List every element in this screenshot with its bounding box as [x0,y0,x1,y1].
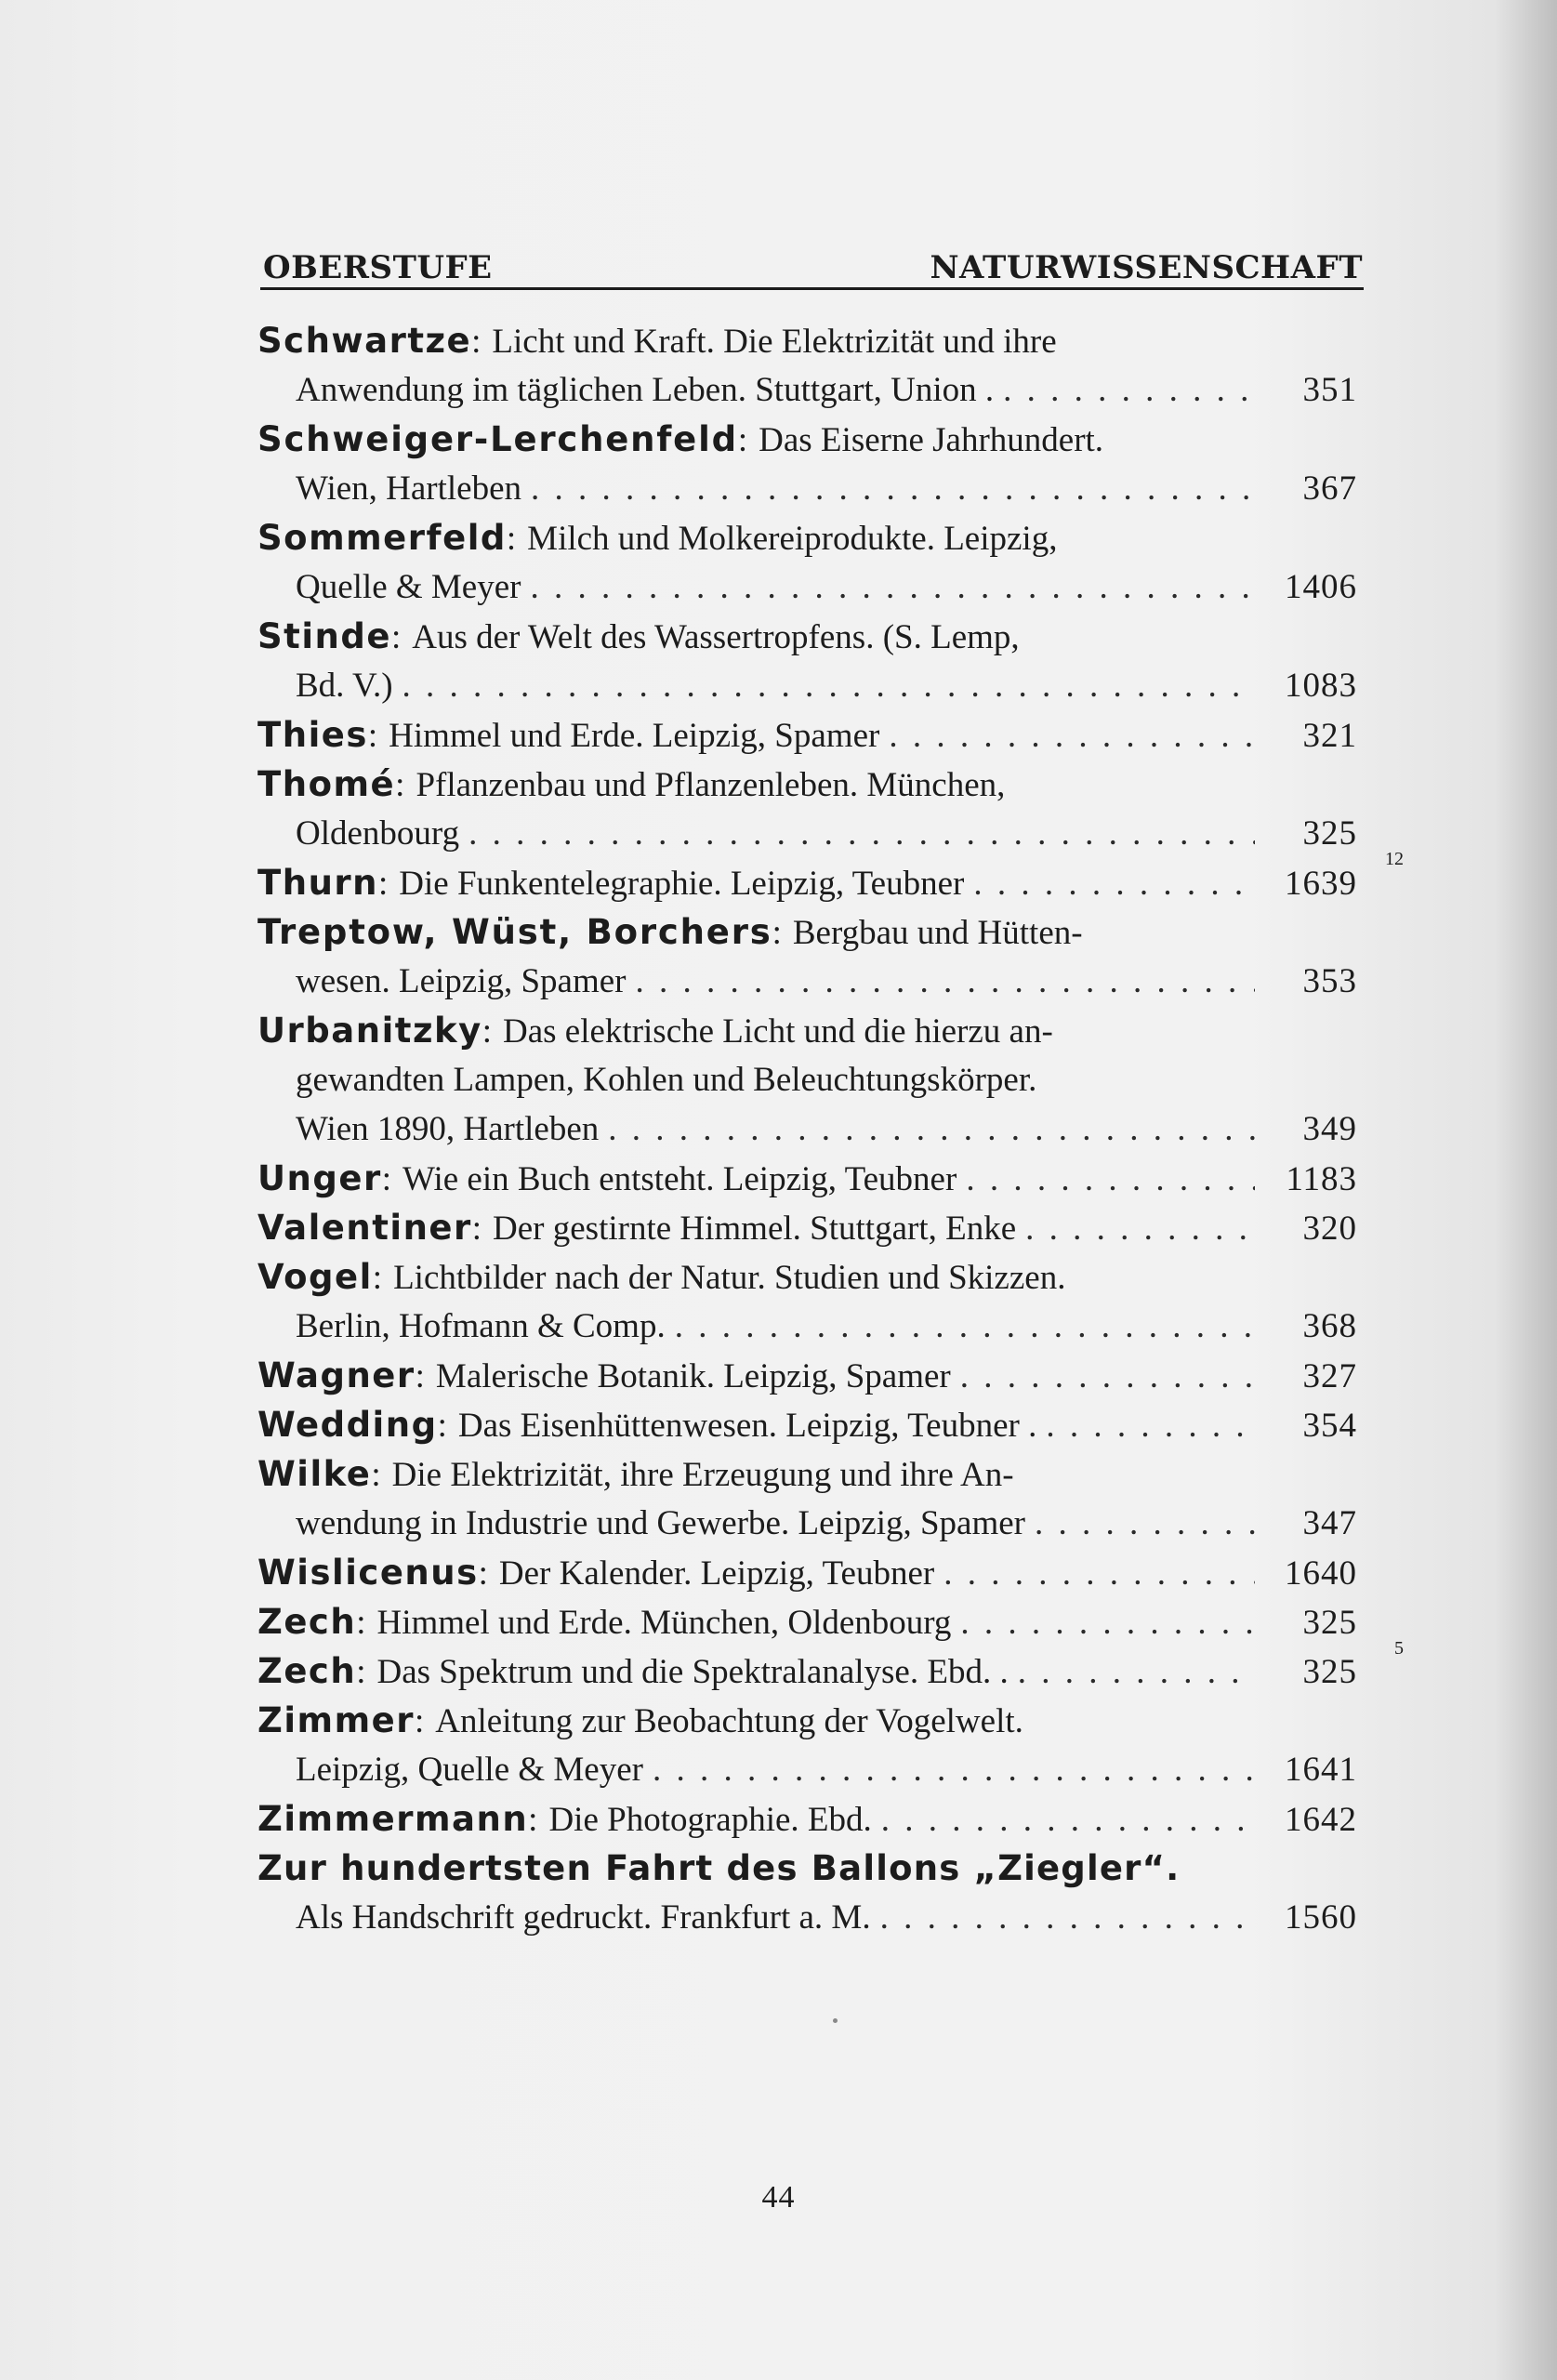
entry-number: 353 [1302,962,1357,1000]
entry-title: Malerische Botanik. Leipzig, Spamer [435,1357,951,1395]
entry-number: 368 [1302,1307,1357,1345]
entry-author: Wedding [257,1405,438,1445]
entry-title: Der gestirnte Himmel. Stuttgart, Enke [493,1210,1017,1248]
entry-title: Wie ein Buch entsteht. Leipzig, Teubner [402,1160,957,1198]
page-number: 44 [761,2180,796,2215]
entry-title: Lichtbilder nach der Natur. Studien und Skizzen. [393,1259,1066,1297]
entry-number: 354 [1302,1407,1357,1445]
entry-author: Thurn [257,863,379,903]
entry-title: Das Spektrum und die Spektralanalyse. Ebd. . [376,1653,1009,1691]
leader-dots [973,859,1255,908]
author-colon: : [378,865,389,903]
author-colon: : [372,1259,383,1297]
entry-line [256,957,1357,1006]
entry-title: Pflanzenbau und Pflanzenleben. München, [416,766,1006,804]
author-colon: : [772,914,782,952]
bibliography-entry [256,1597,1404,1659]
entry-title: wendung in Industrie und Gewerbe. Leipzig, Spamer [296,1504,1026,1542]
entry-author: Schweiger-Lerchenfeld [257,419,738,459]
entry-title: Anwendung im täglichen Leben. Stuttgart, Union . [296,371,995,409]
bibliography-entry [256,1449,1357,1548]
entry-line [256,710,1357,760]
header-rule [260,287,1364,290]
entry-line [256,612,1357,661]
entry-number: 1406 [1285,568,1357,606]
entry-number: 325 [1302,1653,1357,1691]
author-colon: : [528,1801,538,1839]
margin-note: 12 [1385,849,1404,869]
leader-dots [531,464,1255,513]
author-colon: : [482,1012,492,1051]
author-colon: : [367,717,378,755]
bibliography-entry [256,1646,1357,1696]
leader-dots [1003,365,1255,415]
leader-dots [1025,1204,1255,1253]
leader-dots [653,1745,1255,1794]
bibliography-entry [256,415,1357,513]
entry-title: Milch und Molkereiprodukte. Leipzig, [527,520,1058,558]
entry-title: Die Photographie. Ebd. [548,1801,872,1839]
entry-title: Leipzig, Quelle & Meyer [296,1751,643,1789]
entry-line [256,1154,1357,1203]
bibliography-entry [256,1794,1357,1844]
entry-title: Berlin, Hofmann & Comp. [296,1307,666,1345]
entry-line [256,907,1357,957]
entry-number: 1639 [1285,865,1357,903]
header-left: OBERSTUFE [263,249,493,286]
entry-author: Wagner [257,1355,416,1395]
entry-line [256,1597,1404,1659]
entry-title: Wien, Hartleben [296,469,522,508]
entry-author: Zimmer [257,1700,415,1740]
entry-author: Vogel [257,1257,373,1297]
leader-dots [880,1893,1255,1942]
entry-line [256,1844,1357,1893]
author-colon: : [737,421,748,459]
entry-line [256,1745,1357,1794]
entry-author: Thomé [257,764,396,804]
entry-author: Zech [257,1651,357,1691]
entry-title: Bergbau und Hütten- [792,914,1083,952]
author-colon: : [390,618,402,656]
bibliography-entry [256,316,1357,415]
entry-author: Urbanitzky [257,1011,482,1051]
entry-line [256,316,1357,365]
running-header [263,240,1363,286]
entry-title: Die Elektrizität, ihre Erzeugung und ihre An- [391,1456,1014,1494]
entry-author: Valentiner [257,1208,472,1248]
bibliography-entry [256,612,1357,710]
entry-line [256,513,1357,562]
entry-author: Wilke [257,1454,372,1494]
entry-author: Stinde [257,616,391,656]
bibliography-entry [256,1154,1357,1203]
entry-title: Anleitung zur Beobachtung der Vogelwelt. [435,1702,1023,1740]
entry-line [256,1351,1357,1400]
entry-title: Licht und Kraft. Die Elektrizität und ihre [492,323,1057,361]
leader-dots [402,661,1255,710]
entry-title: Himmel und Erde. München, Oldenbourg [376,1604,952,1642]
leader-dots [943,1549,1255,1598]
author-colon: : [356,1604,366,1642]
leader-dots [881,1795,1255,1844]
entry-title: Bd. V.) [296,667,393,705]
bibliography-entry [256,1006,1357,1154]
entry-heading: Zur hundertsten Fahrt des Ballons „Ziegler“. [257,1848,1181,1888]
header-right: NATURWISSENSCHAFT [930,249,1363,286]
entry-title: Die Funkentelegraphie. Leipzig, Teubner [399,865,965,903]
entry-author: Zech [257,1602,357,1642]
entry-number: 327 [1302,1357,1357,1395]
entry-line [256,1203,1357,1252]
entry-author: Treptow, Wüst, Borchers [257,912,772,952]
entry-author: Wislicenus [257,1553,479,1593]
bibliography-entry [256,1548,1357,1597]
leader-dots [889,711,1255,760]
entry-number: 325 [1302,814,1357,853]
entry-line [256,464,1357,513]
entry-number: 347 [1302,1504,1357,1542]
entry-number: 321 [1302,717,1357,755]
entry-title: Als Handschrift gedruckt. Frankfurt a. M. [296,1898,871,1937]
bibliography-entry [256,710,1357,760]
bibliography-entry [256,1844,1357,1942]
entry-line [256,562,1357,612]
leader-dots [1046,1401,1255,1450]
entry-line [256,809,1404,869]
entry-line [256,661,1357,710]
entry-title: Das Eiserne Jahrhundert. [759,421,1104,459]
entry-number: 367 [1302,469,1357,508]
author-colon: : [371,1456,381,1494]
entry-title: Aus der Welt des Wassertropfens. (S. Lemp, [412,618,1020,656]
author-colon: : [506,520,517,558]
author-colon: : [414,1702,425,1740]
author-colon: : [415,1357,425,1395]
bibliography-entry [256,858,1357,907]
entry-line [256,760,1357,809]
entry-author: Unger [257,1158,382,1198]
leader-dots [1018,1647,1255,1697]
bibliography-entry [256,1351,1357,1400]
entry-line [256,365,1357,415]
entry-line [256,1646,1357,1696]
entry-line [256,1400,1357,1449]
leader-dots [960,1352,1255,1401]
entry-line [256,1794,1357,1844]
entry-number: 325 [1302,1604,1357,1642]
leader-dots [530,562,1255,612]
entry-number: 1560 [1285,1898,1357,1937]
entry-line [256,1302,1357,1351]
entry-author: Sommerfeld [257,518,507,558]
print-speck [833,2018,838,2023]
entry-line [256,1055,1357,1104]
author-colon: : [356,1653,366,1691]
author-colon: : [478,1554,488,1593]
entry-line [256,415,1357,464]
leader-dots [960,1598,1255,1647]
entry-number: 1640 [1285,1554,1357,1593]
entry-line [256,858,1357,907]
entry-title: Wien 1890, Hartleben [296,1110,600,1148]
entry-title: Oldenbourg [296,814,460,853]
leader-dots [675,1302,1255,1351]
bibliography-entry [256,907,1357,1006]
entry-number: 1642 [1285,1801,1357,1839]
entry-title: Das Eisenhüttenwesen. Leipzig, Teubner . [457,1407,1037,1445]
entry-author: Schwartze [257,321,472,361]
entry-number: 351 [1302,371,1357,409]
leader-dots [608,1104,1255,1154]
author-colon: : [471,323,482,361]
entry-line [256,1893,1357,1942]
entry-line [256,1252,1357,1302]
bibliography-entry [256,1400,1357,1449]
bibliography-entry [256,513,1357,612]
entry-title: Quelle & Meyer [296,568,521,606]
entry-number: 320 [1302,1210,1357,1248]
bibliography-entry [256,1252,1357,1351]
entry-title: gewandten Lampen, Kohlen und Beleuchtungskörper. [296,1061,1037,1099]
bibliography-entry [256,1203,1357,1252]
entry-line [256,1006,1357,1055]
author-colon: : [395,766,405,804]
entry-number: 1641 [1285,1751,1357,1789]
entry-number: 1083 [1285,667,1357,705]
entry-number: 1183 [1286,1160,1357,1198]
entry-author: Thies [257,715,368,755]
entry-number: 349 [1302,1110,1357,1148]
entry-line [256,1696,1357,1745]
leader-dots [966,1155,1255,1204]
author-colon: : [471,1210,482,1248]
leader-dots [636,957,1256,1006]
entry-title: Der Kalender. Leipzig, Teubner [498,1554,935,1593]
bibliography-entry [256,1696,1357,1794]
bibliography-list [256,316,1404,1942]
entry-title: wesen. Leipzig, Spamer [296,962,627,1000]
entry-title: Himmel und Erde. Leipzig, Spamer [389,717,880,755]
author-colon: : [437,1407,447,1445]
entry-line [256,1449,1357,1499]
leader-dots [468,809,1255,858]
entry-author: Zimmermann [257,1799,529,1839]
entry-line [256,1499,1357,1548]
entry-line [256,1104,1357,1154]
margin-note: 5 [1394,1638,1404,1659]
author-colon: : [381,1160,391,1198]
entry-title: Das elektrische Licht und die hierzu an- [503,1012,1053,1051]
leader-dots [1035,1499,1255,1548]
entry-line [256,1548,1357,1597]
bibliography-entry [256,760,1404,869]
